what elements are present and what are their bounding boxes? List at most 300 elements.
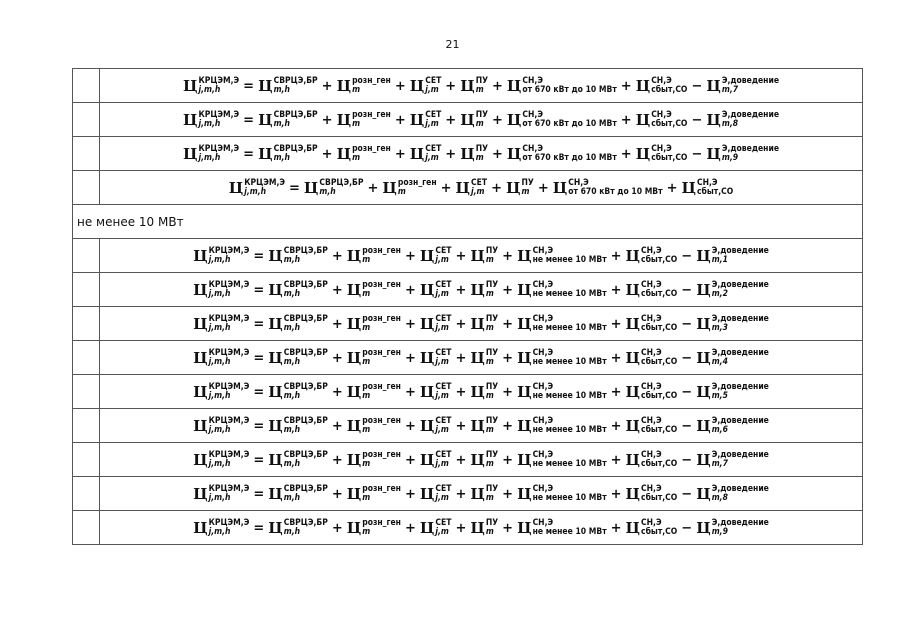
operator-plus: + [610,452,622,468]
term-superscript: розн_ген [362,382,401,392]
formula-term [193,383,249,401]
price-symbol: Ц [419,451,435,469]
operator-plus: + [445,146,457,162]
term-superscript: СВРЦЭ,БР [283,382,328,392]
operator-plus: + [331,452,343,468]
term-superscript: КРЦЭМ,Э [198,144,240,154]
row-margin-cell [73,409,100,443]
operator-plus: + [321,78,333,94]
price-symbol: Ц [346,315,362,333]
formula-term [193,281,249,299]
term-subscript: сбыт,СО [641,391,678,401]
term-superscript: розн_ген [362,518,401,528]
operator-plus: + [404,282,416,298]
formula-term [337,145,391,163]
formula-term [636,111,688,129]
formula-term [706,77,779,95]
term-superscript: Э,доведение [721,110,780,120]
term-superscript: ПУ [485,280,499,290]
operator-plus: + [331,316,343,332]
formula-term [470,485,498,503]
term-scripts [209,519,250,537]
term-superscript: СВРЦЭ,БР [273,76,318,86]
term-superscript: СЕТ [435,280,452,290]
operator-plus: + [610,520,622,536]
term-superscript: СВРЦЭ,БР [283,450,328,460]
term-superscript: ПУ [485,450,499,460]
operator-eq: = [253,316,265,332]
row-margin-cell [73,137,100,171]
formula-term [517,417,607,435]
formula-term [268,315,328,333]
operator-minus: − [681,520,693,536]
term-scripts [533,485,607,503]
term-scripts [641,485,677,503]
term-superscript: СВРЦЭ,БР [273,110,318,120]
price-symbol: Ц [506,111,522,129]
formula-term [470,451,498,469]
term-scripts [435,451,451,469]
formula-term [420,519,452,537]
term-superscript: розн_ген [352,110,391,120]
operator-minus: − [681,452,693,468]
price-symbol: Ц [506,145,522,163]
formula-term [193,519,249,537]
operator-plus: + [492,112,503,128]
price-symbol: Ц [706,145,721,163]
price-symbol: Ц [268,281,283,299]
term-subscript: j,m,h [208,425,231,435]
price-symbol: Ц [517,417,532,435]
operator-plus: + [321,146,333,162]
price-symbol: Ц [696,315,711,333]
term-superscript: СВРЦЭ,БР [283,246,328,256]
term-subscript: m [485,527,494,537]
price-symbol: Ц [696,519,711,537]
term-scripts [362,247,401,265]
operator-plus: + [502,418,514,434]
formula-term [410,111,442,129]
term-superscript: СЕТ [425,110,442,120]
formula [193,383,769,401]
price-symbol: Ц [303,179,319,197]
price-symbol: Ц [336,145,352,163]
term-subscript: сбыт,СО [651,85,688,95]
formula-term [626,281,678,299]
price-symbol: Ц [696,451,711,469]
term-subscript: m,1 [711,255,728,265]
formula-cell [100,511,863,545]
term-subscript: m [485,493,494,503]
formula-term [460,111,488,129]
term-superscript: СН,Э [522,144,543,154]
price-symbol: Ц [517,349,532,367]
term-scripts [244,179,285,197]
term-superscript: розн_ген [362,484,401,494]
term-superscript: СВРЦЭ,БР [283,280,328,290]
term-scripts [486,247,498,265]
term-superscript: розн_ген [352,144,391,154]
term-subscript: m,7 [711,459,728,469]
formula-term [258,111,318,129]
term-scripts [435,349,451,367]
term-scripts [522,111,616,129]
term-subscript: j,m [435,357,449,367]
term-subscript: m,h [283,425,301,435]
term-subscript: не менее 10 МВт [532,255,607,265]
price-symbol: Ц [346,247,362,265]
term-superscript: СЕТ [435,314,452,324]
term-scripts [522,179,534,197]
operator-plus: + [455,452,467,468]
term-scripts [533,451,607,469]
operator-eq: = [243,78,255,94]
price-symbol: Ц [336,111,352,129]
section-row [73,205,863,239]
operator-eq: = [253,248,265,264]
term-subscript: m [485,357,494,367]
operator-plus: + [404,452,416,468]
price-symbol: Ц [268,519,283,537]
term-scripts [651,111,687,129]
term-scripts [425,145,441,163]
term-scripts [651,77,687,95]
operator-plus: + [331,282,343,298]
operator-plus: + [404,418,416,434]
price-symbol: Ц [552,179,568,197]
term-scripts [319,179,363,197]
term-scripts [722,111,779,129]
formula [193,315,769,333]
term-scripts [651,145,687,163]
price-symbol: Ц [346,349,362,367]
page-number: 21 [445,38,460,51]
term-subscript: m [362,459,371,469]
term-superscript: Э,доведение [711,382,769,392]
row-margin-cell [73,239,100,273]
operator-minus: − [691,112,703,128]
formula-term [517,281,607,299]
formula-term [193,451,249,469]
term-superscript: СН,Э [641,314,662,324]
formula-term [626,247,678,265]
operator-plus: + [455,350,467,366]
formula-term [304,179,364,197]
term-subscript: m,7 [721,85,739,95]
row-margin-cell [73,273,100,307]
operator-plus: + [445,112,457,128]
operator-plus: + [502,452,514,468]
term-superscript: ПУ [475,76,489,86]
price-symbol: Ц [460,145,475,163]
price-symbol: Ц [506,179,521,197]
term-scripts [198,111,239,129]
operator-plus: + [394,78,406,94]
term-subscript: сбыт,СО [641,459,678,469]
term-scripts [712,383,769,401]
operator-minus: − [681,248,693,264]
operator-plus: + [666,180,678,196]
operator-plus: + [440,180,452,196]
formula-term [517,349,607,367]
formula-term [347,349,401,367]
row-margin-cell [73,341,100,375]
operator-eq: = [253,282,265,298]
formula-term [420,315,452,333]
term-scripts [486,281,498,299]
price-symbol: Ц [517,315,532,333]
price-symbol: Ц [193,485,208,503]
term-scripts [435,485,451,503]
price-symbol: Ц [696,383,711,401]
term-subscript: не менее 10 МВт [532,323,607,333]
term-scripts [284,383,328,401]
formula-cell [100,307,863,341]
term-superscript: СН,Э [651,76,672,86]
term-scripts [209,383,250,401]
formula-cell [100,477,863,511]
term-scripts [435,247,451,265]
formula [183,77,779,95]
operator-eq: = [253,418,265,434]
price-symbol: Ц [409,145,425,163]
term-superscript: Э,доведение [711,348,769,358]
term-superscript: ПУ [475,144,489,154]
price-symbol: Ц [696,281,711,299]
formula-cell [100,443,863,477]
term-subscript: m [362,425,371,435]
formula-term [460,77,488,95]
term-superscript: СВРЦЭ,БР [283,416,328,426]
term-subscript: сбыт,СО [641,323,678,333]
term-scripts [712,417,769,435]
term-superscript: СН,Э [568,178,589,188]
term-subscript: j,m,h [208,289,231,299]
term-subscript: m,h [319,187,336,197]
formula-term [470,349,498,367]
term-subscript: не менее 10 МВт [532,527,607,537]
operator-plus: + [620,146,632,162]
operator-plus: + [331,486,343,502]
term-superscript: СН,Э [651,110,672,120]
term-superscript: розн_ген [362,450,401,460]
formula-row [73,103,863,137]
price-symbol: Ц [706,77,721,95]
term-scripts [209,485,250,503]
term-subscript: m,8 [711,493,728,503]
formula-term [410,77,442,95]
formula [193,451,769,469]
price-symbol: Ц [706,111,721,129]
price-symbol: Ц [193,519,208,537]
price-symbol: Ц [470,451,485,469]
price-symbol: Ц [470,383,485,401]
term-subscript: j,m [425,119,439,129]
term-scripts [476,145,488,163]
term-superscript: СЕТ [425,76,442,86]
term-superscript: КРЦЭМ,Э [198,76,240,86]
price-symbol: Ц [625,247,641,265]
term-subscript: j,m [435,391,449,401]
term-superscript: ПУ [485,314,499,324]
term-superscript: ПУ [485,246,499,256]
formula-term [347,417,401,435]
formula-term [229,179,285,197]
price-symbol: Ц [258,145,273,163]
term-subscript: m,h [283,357,301,367]
price-symbol: Ц [193,281,208,299]
operator-plus: + [455,282,467,298]
term-superscript: КРЦЭМ,Э [208,416,250,426]
price-symbol: Ц [419,519,435,537]
term-superscript: СН,Э [532,382,554,392]
price-symbol: Ц [346,485,362,503]
operator-plus: + [502,350,514,366]
term-superscript: СН,Э [532,450,554,460]
term-scripts [352,77,391,95]
formula-term [517,315,607,333]
formula-term [337,77,391,95]
formula-term [626,485,678,503]
term-scripts [641,519,677,537]
operator-plus: + [537,180,549,196]
formula-term [268,519,328,537]
price-symbol: Ц [696,247,711,265]
term-subscript: m [362,323,371,333]
operator-plus: + [502,520,514,536]
term-scripts [398,179,437,197]
term-superscript: ПУ [485,382,499,392]
operator-plus: + [502,384,514,400]
term-superscript: СН,Э [641,518,662,528]
price-symbol: Ц [460,77,475,95]
formula-term [517,485,607,503]
term-scripts [198,77,239,95]
term-subscript: j,m,h [208,323,231,333]
price-symbol: Ц [268,451,283,469]
term-scripts [284,485,328,503]
formula [183,145,779,163]
term-subscript: m,5 [711,391,728,401]
formula-term [706,145,779,163]
term-superscript: ПУ [485,484,499,494]
formula [193,281,769,299]
term-subscript: j,m,h [198,153,221,163]
price-symbol: Ц [258,77,273,95]
formula-term [347,247,401,265]
section-heading: не менее 10 МВт [73,205,863,239]
term-superscript: Э,доведение [711,518,769,528]
term-subscript: m [485,255,494,265]
formula-cell [100,409,863,443]
formula-term [268,383,328,401]
operator-plus: + [455,384,467,400]
price-symbol: Ц [419,485,435,503]
operator-minus: − [681,384,693,400]
formula-term [696,247,769,265]
row-margin-cell [73,443,100,477]
price-symbol: Ц [419,281,435,299]
operator-plus: + [404,316,416,332]
term-superscript: СВРЦЭ,БР [319,178,364,188]
formula-row [73,273,863,307]
term-subscript: j,m,h [208,357,231,367]
formula-row [73,443,863,477]
price-symbol: Ц [346,417,362,435]
term-scripts [209,247,250,265]
formula-term [258,145,318,163]
operator-plus: + [620,78,632,94]
formula-term [420,383,452,401]
term-subscript: m [362,391,371,401]
operator-plus: + [394,112,406,128]
term-subscript: m [362,357,371,367]
formula-term [626,451,678,469]
price-symbol: Ц [470,247,485,265]
price-symbol: Ц [470,315,485,333]
formula-term [193,417,249,435]
term-superscript: Э,доведение [711,246,769,256]
term-superscript: ПУ [485,416,499,426]
formula-term [268,247,328,265]
operator-plus: + [404,350,416,366]
term-scripts [476,77,488,95]
operator-eq: = [253,350,265,366]
operator-minus: − [681,316,693,332]
row-margin-cell [73,171,100,205]
formula-row [73,341,863,375]
term-scripts [435,315,451,333]
formula-term [420,451,452,469]
term-superscript: СН,Э [532,416,554,426]
operator-plus: + [367,180,379,196]
operator-plus: + [610,282,622,298]
term-scripts [486,519,498,537]
term-superscript: СЕТ [435,518,452,528]
term-subscript: m,3 [711,323,728,333]
price-symbol: Ц [506,77,522,95]
formula [193,247,769,265]
formula-row [73,137,863,171]
formula-term [420,281,452,299]
term-subscript: сбыт,СО [641,493,678,503]
term-subscript: m [397,187,406,197]
term-scripts [641,417,677,435]
row-margin-cell [73,103,100,137]
formula-term [696,281,769,299]
term-scripts [284,247,328,265]
term-scripts [435,417,451,435]
term-scripts [533,315,607,333]
operator-plus: + [455,316,467,332]
term-subscript: m [352,85,361,95]
operator-eq: = [253,452,265,468]
formula-term [626,315,678,333]
term-subscript: m,9 [711,527,728,537]
operator-plus: + [492,78,503,94]
formula-row [73,307,863,341]
formula-cell [100,341,863,375]
price-symbol: Ц [182,111,198,129]
term-subscript: j,m [435,255,449,265]
operator-plus: + [331,248,343,264]
term-scripts [533,349,607,367]
term-superscript: Э,доведение [721,76,780,86]
term-subscript: m [485,459,494,469]
term-subscript: сбыт,СО [641,425,678,435]
operator-eq: = [253,486,265,502]
operator-plus: + [455,486,467,502]
